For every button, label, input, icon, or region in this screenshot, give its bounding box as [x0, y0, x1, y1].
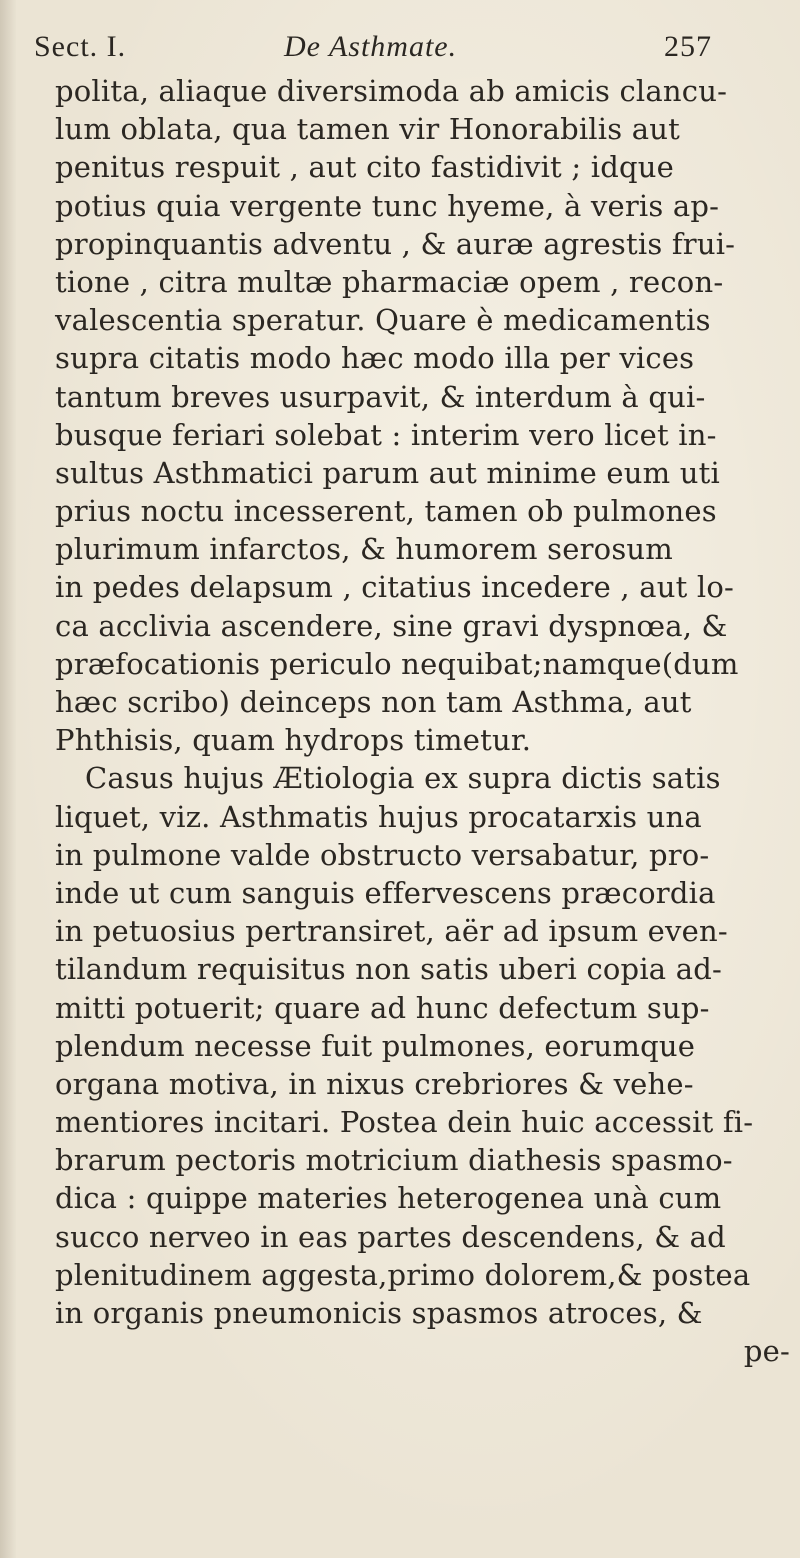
text-line: supra citatis modo hæc modo illa per vices [55, 341, 695, 376]
text-line: in pedes delapsum , citatius incedere , aut lo- [55, 570, 734, 605]
text-line: penitus respuit , aut cito fastidivit ; idque [55, 150, 674, 185]
text-line: brarum pectoris motricium diathesis spasmo- [55, 1143, 733, 1178]
text-line: prius noctu incesserent, tamen ob pulmones [55, 494, 717, 529]
text-line: tantum breves usurpavit, & interdum à qui- [55, 379, 706, 414]
text-line: organa motiva, in nixus crebriores & vehe- [55, 1066, 694, 1101]
text-line: lum oblata, qua tamen vir Honorabilis aut [55, 112, 680, 147]
text-line: plurimum infarctos, & humorem serosum [55, 532, 673, 567]
text-line: in pulmone valde obstructo versabatur, pro- [55, 837, 710, 872]
text-line: mitti potuerit; quare ad hunc defectum sup- [55, 990, 710, 1025]
section-label: Sect. I. [34, 30, 127, 63]
text-line: tione , citra multæ pharmaciæ opem , recon- [55, 264, 724, 299]
page-number: 257 [664, 30, 712, 63]
text-line: Phthisis, quam hydrops timetur. [55, 723, 532, 758]
catchword: pe- [743, 1334, 790, 1369]
text-line: polita, aliaque diversimoda ab amicis clancu- [55, 74, 728, 108]
text-line: mentiores incitari. Postea dein huic accessit fi- [55, 1105, 754, 1140]
text-line: plendum necesse fuit pulmones, eorumque [55, 1028, 696, 1063]
text-line: inde ut cum sanguis effervescens præcordia [55, 875, 716, 910]
running-title: De Asthmate. [284, 30, 458, 63]
text-line: ca acclivia ascendere, sine gravi dyspnœa, & [55, 608, 728, 643]
body-text [55, 72, 790, 1370]
text-line: tilandum requisitus non satis uberi copia ad- [55, 952, 722, 987]
text-line: plenitudinem aggesta,primo dolorem,& postea [55, 1257, 751, 1292]
text-line: dica : quippe materies heterogenea unà cum [55, 1181, 722, 1216]
text-line: liquet, viz. Asthmatis hujus procatarxis una [55, 799, 702, 834]
text-line: in petuosius pertransiret, aër ad ipsum even- [55, 914, 728, 949]
text-line: succo nerveo in eas partes descendens, & ad [55, 1219, 726, 1254]
page-gutter [0, 0, 16, 1558]
text-line: propinquantis adventu , & auræ agrestis frui- [55, 226, 736, 261]
text-line: Casus hujus Ætiologia ex supra dictis satis [85, 761, 721, 796]
text-line: busque feriari solebat : interim vero licet in- [55, 417, 717, 452]
text-line: valescentia speratur. Quare è medicamentis [55, 303, 711, 338]
text-line: sultus Asthmatici parum aut minime eum uti [55, 455, 720, 490]
text-line: hæc scribo) deinceps non tam Asthma, aut [55, 685, 692, 719]
text-line: potius quia vergente tunc hyeme, à veris ap- [55, 188, 720, 223]
text-line: in organis pneumonicis spasmos atroces, & [55, 1296, 703, 1330]
text-line: præfocationis periculo nequibat;namque(dum [55, 646, 739, 681]
